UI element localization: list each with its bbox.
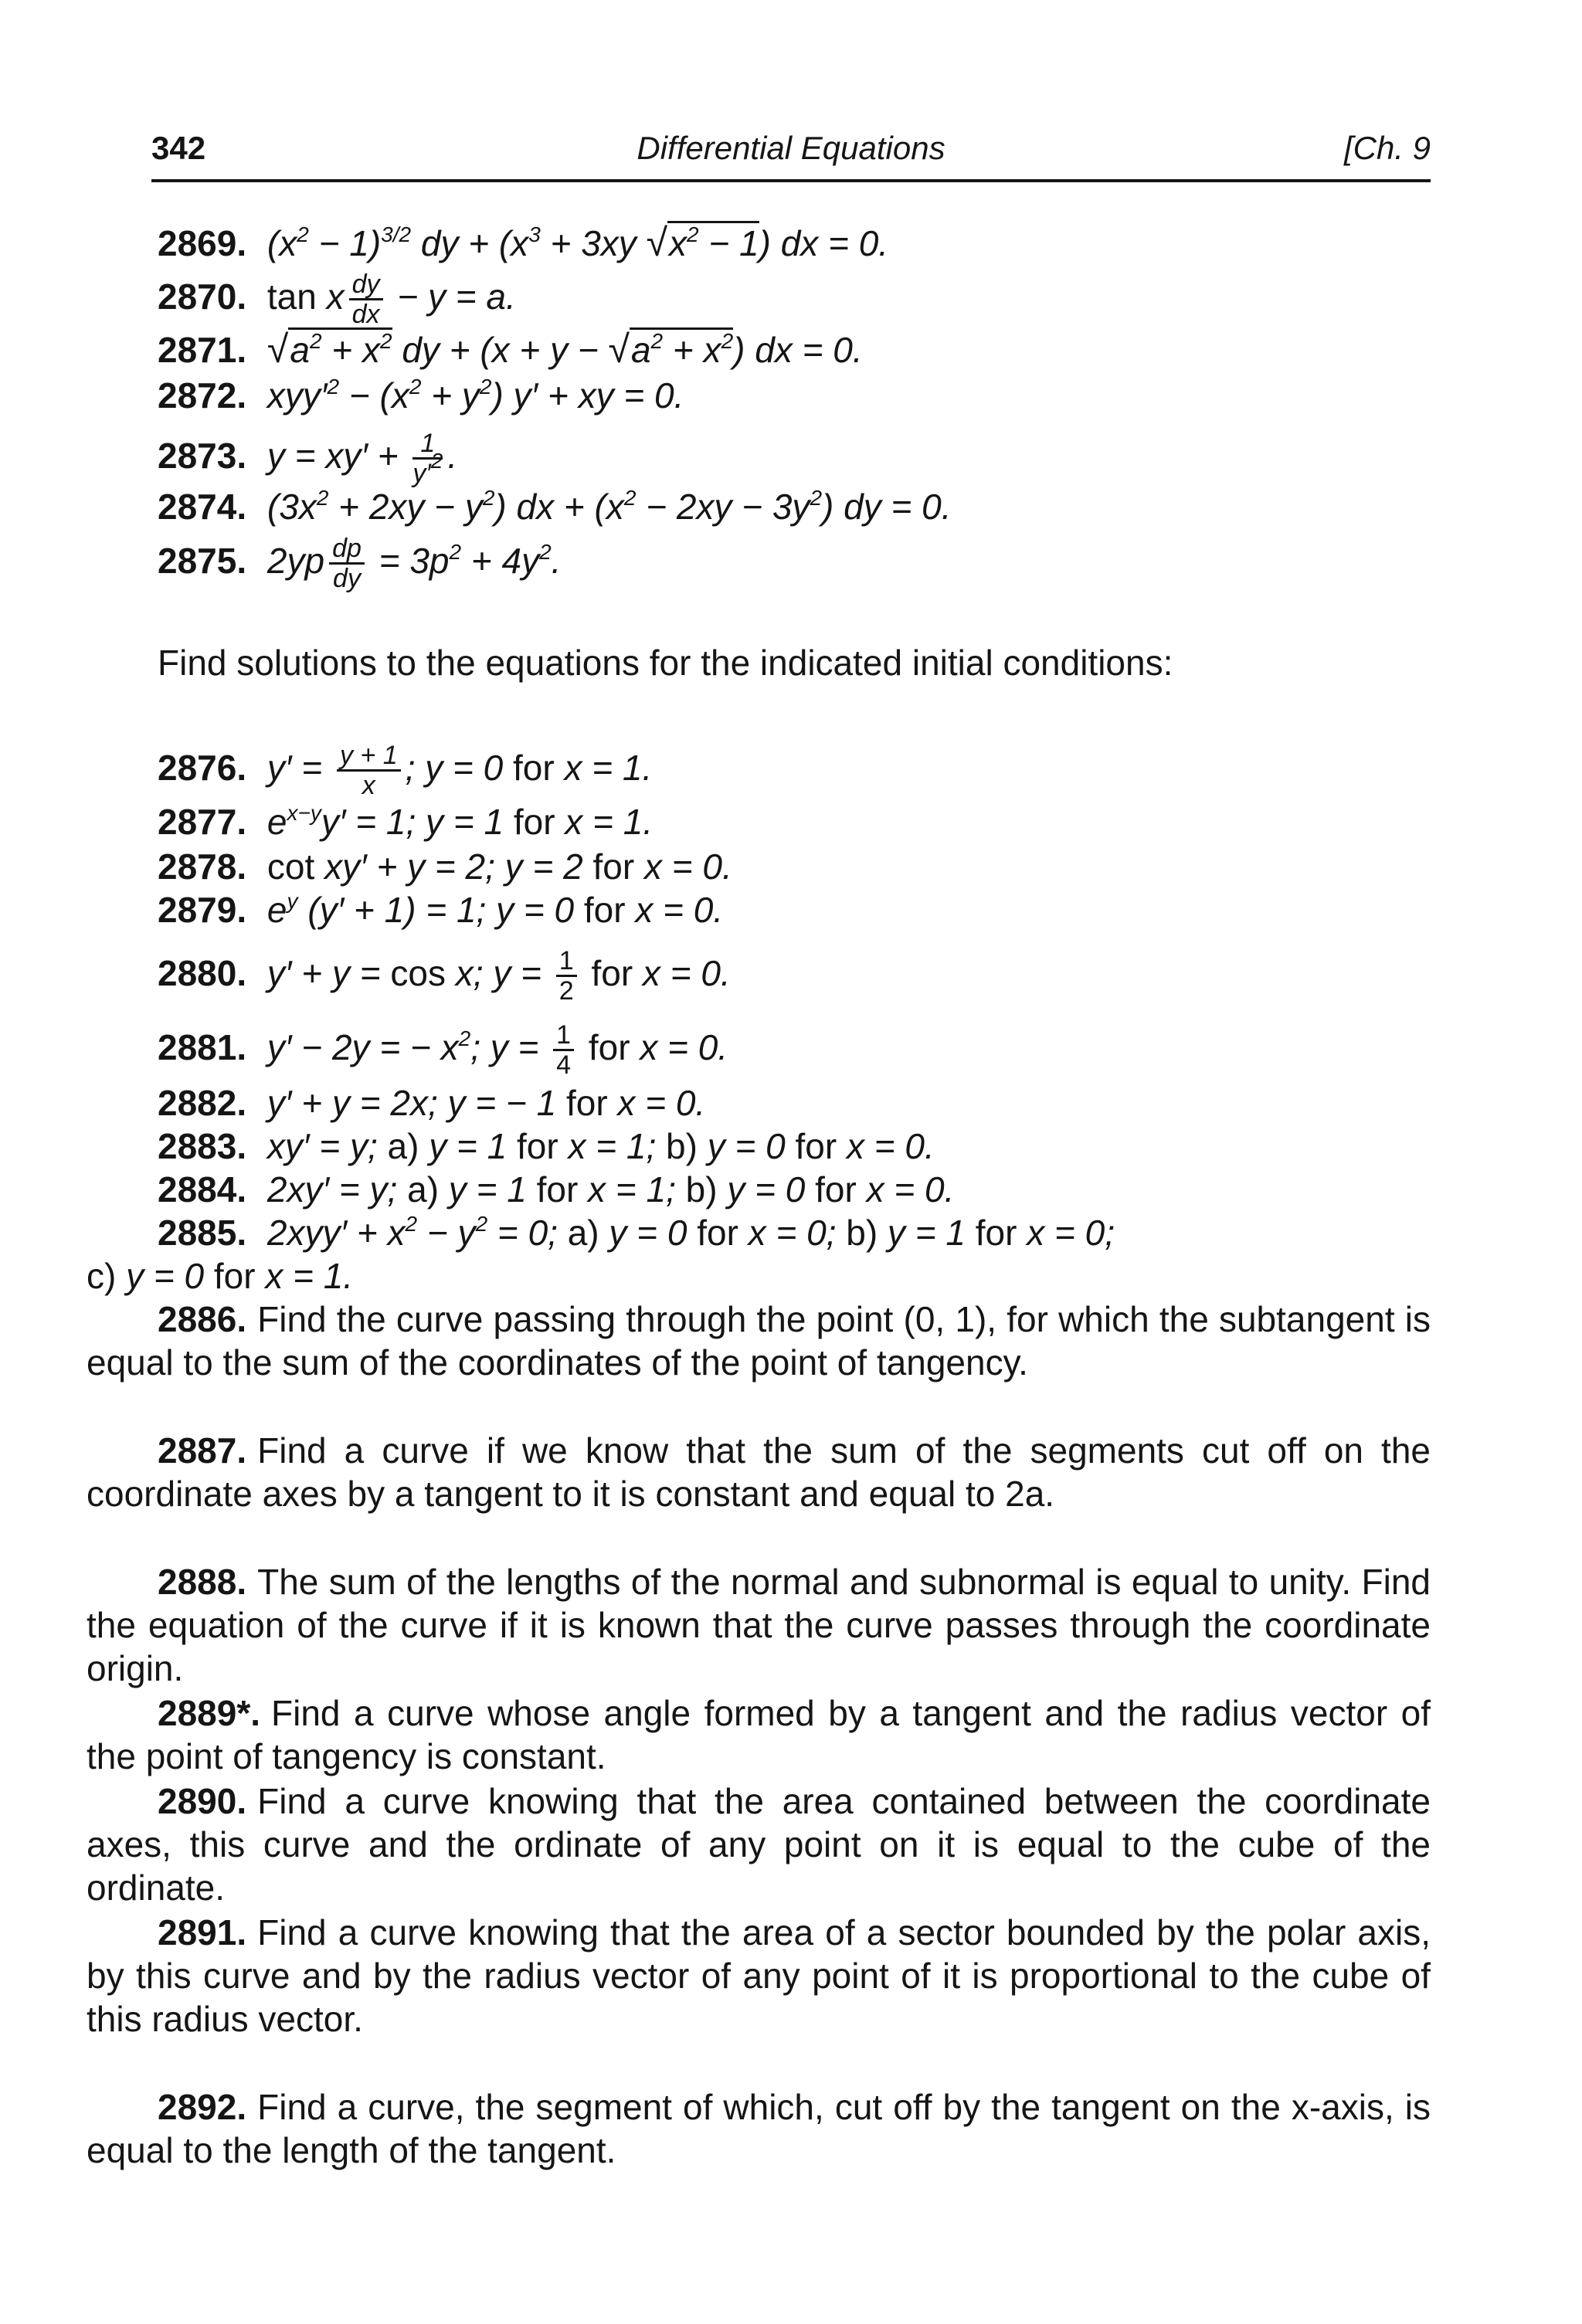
equation: $(x^2 - 1)^{3/2}$ dy + ($x^3 + 3xy$ $√x^2 - 1$) dx = 0.: [266, 221, 889, 264]
problem-2872: [158, 374, 684, 417]
problem-2884: [158, 1168, 954, 1211]
problem-2891: [87, 1911, 1431, 2041]
problem-text: Find a curve if we know that the sum of the segments cut off on the coordinate axes by a tangent to it is constant and equal to 2a.: [87, 1430, 1431, 1514]
problem-number: 2870.: [158, 276, 247, 317]
equation-continued: c) y = 0 for x = 1.: [87, 1256, 354, 1296]
equation: $xyy'^2 - (x^2 + y^2) y'$ + xy = 0.: [266, 375, 684, 416]
problem-number: 2882.: [158, 1083, 247, 1123]
problem-2869: [158, 221, 888, 265]
problem-2875: [158, 534, 561, 592]
problem-number: 2873.: [158, 435, 247, 476]
problem-number: 2886.: [158, 1299, 247, 1339]
problem-2880: [158, 947, 731, 1005]
problem-number: 2888.: [158, 1562, 247, 1602]
problem-2870: [158, 270, 516, 328]
problem-2874: [158, 485, 951, 528]
equation: y′ + y = cos x; y = $\frac{1}{2}$ for x = 0.: [266, 946, 731, 1006]
equation: y′ = $\frac{y + 1}{x}$ ; y = 0 for x = 1.: [266, 741, 653, 800]
page-header: [151, 130, 1431, 176]
problem-number: 2874.: [158, 487, 247, 527]
problem-number: 2877.: [158, 802, 247, 842]
problem-text: Find a curve knowing that the area of a sector bounded by the polar axis, by this curve and by the radius vector of any point of it is proportional to the cube of this radius vector.: [87, 1912, 1431, 2039]
equation: 2yp $\frac{dp}{dy}$ = $3p^2 + 4y^2$.: [266, 534, 562, 593]
problem-number: 2869.: [158, 223, 247, 263]
problem-2885: [158, 1211, 1115, 1254]
problem-2892: [87, 2085, 1431, 2172]
problem-text: Find the curve passing through the point (0, 1), for which the subtangent is equal to the sum of the coordinates of the point of tangency.: [87, 1299, 1431, 1383]
problem-text: The sum of the lengths of the normal and subnormal is equal to unity. Find the equation of the curve if it is known that the curve passes through the coordinate origin.: [87, 1562, 1431, 1688]
chapter-label: [Ch. 9: [1343, 130, 1431, 166]
problem-number: 2883.: [158, 1126, 247, 1166]
problem-number: 2878.: [158, 846, 247, 887]
problem-2873: [158, 429, 457, 487]
problem-2890: [87, 1779, 1431, 1909]
header-rule: [151, 179, 1431, 182]
problem-2876: [158, 741, 652, 799]
problem-2889: [87, 1691, 1431, 1778]
page-number: 342: [151, 130, 206, 166]
problem-2888: [87, 1560, 1431, 1690]
equation: $e^y$ (y′ + 1) = 1; y = 0 for x = 0.: [266, 889, 724, 930]
problem-2882: [158, 1081, 705, 1125]
equation: xy′ = y; a) y = 1 for x = 1; b) y = 0 for x = 0.: [266, 1126, 935, 1166]
problem-text: Find a curve knowing that the area contained between the coordinate axes, this curve and the ordinate of any point on it is equal to the cube of the ordinate.: [87, 1781, 1431, 1908]
problem-number: 2871.: [158, 330, 247, 370]
equation: $2xyy' + x^2 - y^2 = 0$; a) y = 0 for x = 0; b) y = 1 for x = 0;: [266, 1212, 1115, 1253]
problem-number: 2892.: [158, 2087, 247, 2127]
problem-number: 2884.: [158, 1169, 247, 1209]
problem-number: 2872.: [158, 375, 247, 416]
problem-number: 2891.: [158, 1912, 247, 1952]
problem-number: 2876.: [158, 747, 247, 788]
equation: $(3x^2 + 2xy - y^2)$ dx + $(x^2 - 2xy - 3y^2)$ dy = 0.: [266, 486, 952, 527]
problem-text: Find a curve whose angle formed by a tangent and the radius vector of the point of tangency is constant.: [87, 1693, 1431, 1776]
running-title: Differential Equations: [637, 130, 945, 166]
equation: 2xy′ = y; a) y = 1 for x = 1; b) y = 0 for x = 0.: [266, 1169, 955, 1209]
problem-2871: [158, 327, 863, 372]
problem-number: 2881.: [158, 1026, 247, 1067]
equation: y′ − 2y = − $x^2$; y = $\frac{1}{4}$ for x = 0.: [266, 1020, 728, 1080]
problem-2883: [158, 1125, 935, 1168]
problem-2881: [158, 1021, 728, 1079]
equation: y = xy′ + $\frac{1}{y'^2}$ .: [266, 429, 458, 488]
problem-number: 2875.: [158, 540, 247, 581]
problem-number: 2890.: [158, 1781, 247, 1821]
problem-number: 2885.: [158, 1213, 247, 1253]
equation: y′ + y = 2x; y = − 1 for x = 0.: [266, 1083, 706, 1123]
problem-2878: [158, 845, 732, 888]
problem-2877: [158, 800, 653, 843]
problem-2879: [158, 888, 723, 931]
problem-number: 2887.: [158, 1430, 247, 1471]
equation: $√a^2 + x^2$ dy + $(x + y - √a^2 + x^2)$ dx = 0.: [266, 327, 863, 371]
problem-text: Find a curve, the segment of which, cut off by the tangent on the x-axis, is equal to the length of the tangent.: [87, 2087, 1431, 2170]
equation: cot xy′ + y = 2; y = 2 for x = 0.: [266, 846, 732, 887]
problem-number: 2879.: [158, 890, 247, 930]
problem-2886: [87, 1298, 1431, 1384]
problem-2887: [87, 1429, 1431, 1515]
problem-2885-continued: [87, 1254, 353, 1298]
instructions: Find solutions to the equations for the indicated initial conditions:: [158, 643, 1173, 683]
equation: $e^{x-y}y' = 1$; y = 1 for x = 1.: [266, 801, 654, 842]
problem-number: 2880.: [158, 952, 247, 993]
problem-number: 2889*.: [158, 1693, 261, 1733]
equation: tan x $\frac{dy}{dx}$ − y = a.: [266, 270, 516, 329]
